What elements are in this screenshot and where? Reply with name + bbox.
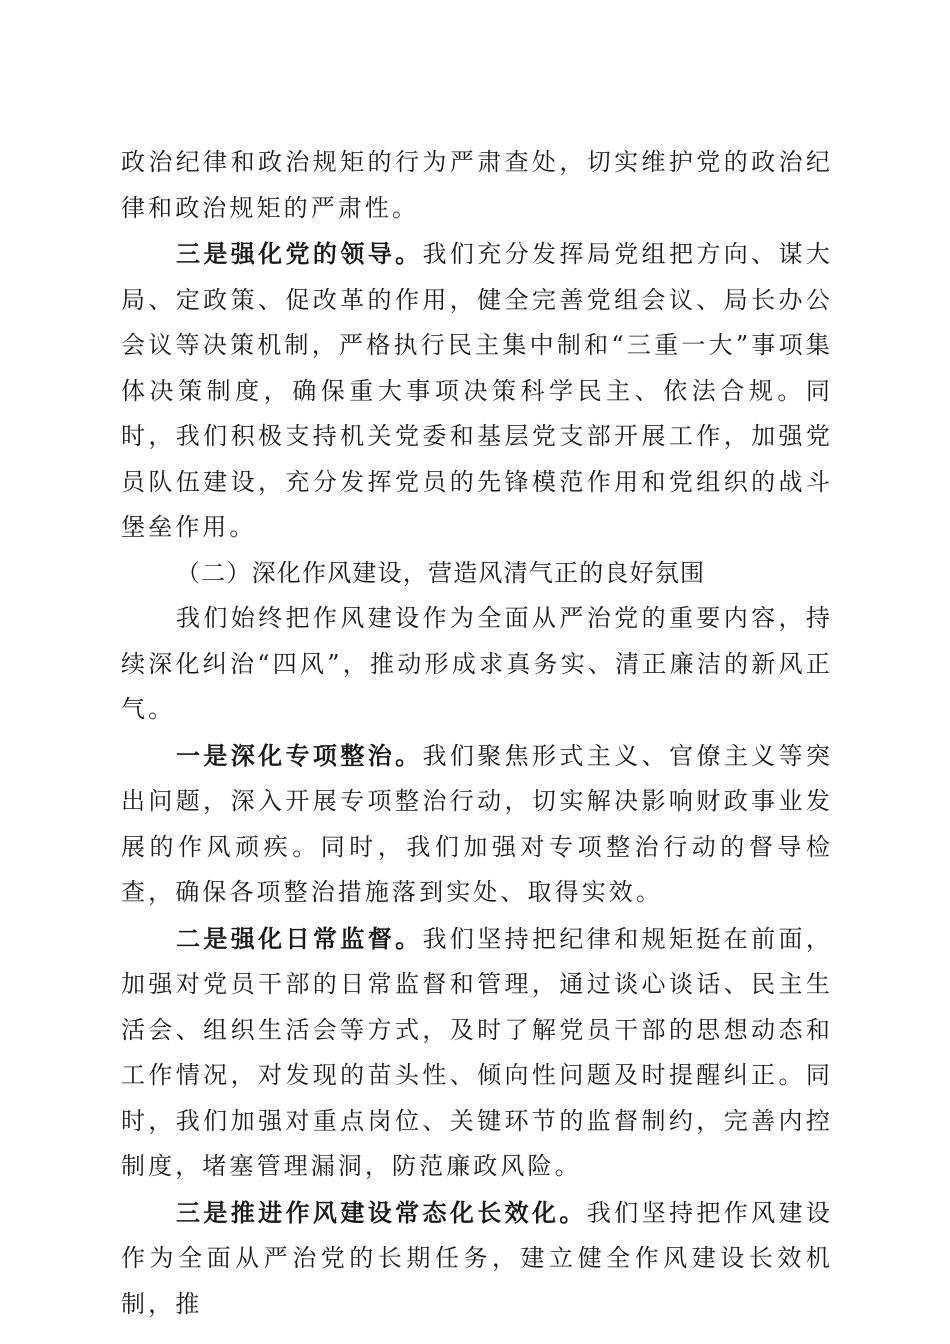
document-body <box>121 140 833 1327</box>
paragraph-text: 我们坚持把纪律和规矩挺在前面，加强对党员干部的日常监督和管理，通过谈心谈话、民主生活会、组织生活会等方式，及时了解党员干部的思想动态和工作情况，对发现的苗头性、倾向性问题及时提醒纠正。同时，我们加强对重点岗位、关键环节的监督制约，完善内控制度，堵塞管理漏洞，防范廉政风险。 <box>121 924 833 1180</box>
paragraph-section-intro <box>121 596 833 733</box>
paragraph-lead: 三是强化党的领导。 <box>176 239 423 268</box>
paragraph-text: 我们聚焦形式主义、官僚主义等突出问题，深入开展专项整治行动，切实解决影响财政事业发展的作风顽疾。同时，我们加强对专项整治行动的督导检查，确保各项整治措施落到实处、取得实效。 <box>121 741 833 906</box>
paragraph-lead: 二是强化日常监督。 <box>176 923 423 953</box>
paragraph-normalization <box>121 1190 833 1328</box>
paragraph-special-rectification <box>121 733 833 916</box>
section-heading: （二）深化作风建设，营造风清气正的良好氛围 <box>176 558 706 587</box>
paragraph-text: 我们坚持把作风建设作为全面从严治党的长期任务，建立健全作风建设长效机制，推 <box>121 1198 834 1318</box>
paragraph-text: 我们充分发挥局党组把方向、谋大局、定政策、促改革的作用，健全完善党组会议、局长办公会议等决策机制，严格执行民主集中制和“三重一大”事项集体决策制度，确保重大事项决策科学民主、依法合规。同时，我们积极支持机关党委和基层党支部开展工作，加强党员队伍建设，充分发挥党员的先锋模范作用和党组织的战斗堡垒作用。 <box>121 240 833 541</box>
paragraph-daily-supervision <box>121 916 833 1190</box>
paragraph-lead: 三是推进作风建设常态化长效化。 <box>176 1197 587 1227</box>
paragraph-party-leadership <box>121 231 833 551</box>
paragraph-text: 政治纪律和政治规矩的行为严肃查处，切实维护党的政治纪律和政治规矩的严肃性。 <box>121 148 833 222</box>
paragraph-lead: 一是深化专项整治。 <box>176 740 423 770</box>
paragraph-continuation <box>121 140 833 231</box>
paragraph-text: 我们始终把作风建设作为全面从严治党的重要内容，持续深化纠治“四风”，推动形成求真务实、清正廉洁的新风正气。 <box>121 604 833 723</box>
